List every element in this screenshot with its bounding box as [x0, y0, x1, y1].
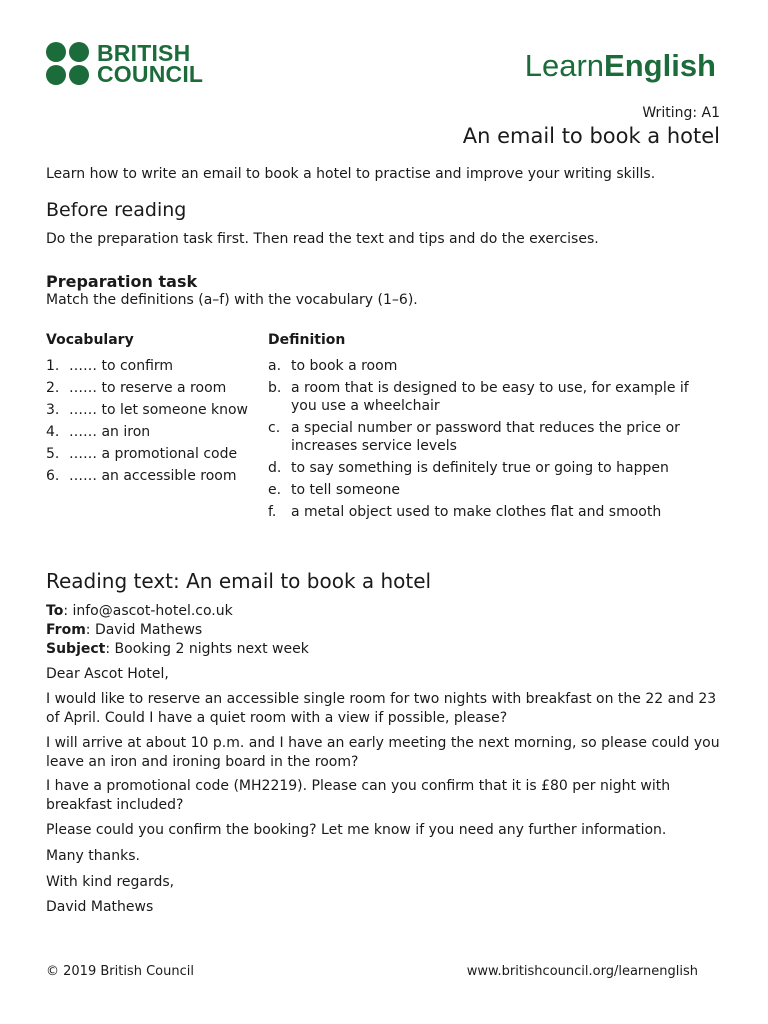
email-paragraph: I would like to reserve an accessible single room for two nights with breakfast on the 22 and 23 of April. Could I have a quiet room with a view if possible, please?: [46, 691, 717, 726]
vocabulary-list: [46, 357, 248, 489]
list-item: b. a room that is designed to be easy to use, for example if you use a wheelchair: [268, 380, 689, 414]
learnenglish-logo: LearnEnglish: [524, 48, 716, 83]
email-regards: With kind regards,: [46, 874, 175, 890]
list-item: 2. …… to reserve a room: [46, 380, 227, 396]
logo-wordmark: BRITISH COUNCIL: [97, 39, 204, 87]
email-to: To: info@ascot-hotel.co.uk: [46, 603, 233, 619]
list-item: f. a metal object used to make clothes flat and smooth: [268, 504, 662, 520]
list-item: 3. …… to let someone know: [46, 402, 249, 418]
email-greeting: Dear Ascot Hotel,: [46, 666, 169, 682]
list-item: 6. …… an accessible room: [46, 468, 237, 484]
page-title: An email to book a hotel: [462, 124, 720, 148]
logo-dots-icon: [46, 42, 89, 85]
email-paragraph: I have a promotional code (MH2219). Please can you confirm that it is £80 per night with breakfast included?: [46, 778, 671, 813]
british-council-logo: [46, 39, 204, 87]
vocabulary-heading: Vocabulary: [46, 332, 134, 348]
email-signature: David Mathews: [46, 899, 154, 915]
reading-heading: Reading text: An email to book a hotel: [46, 569, 432, 593]
definition-list: [268, 357, 708, 525]
level-label: Writing: A1: [642, 105, 720, 121]
footer-url[interactable]: www.britishcouncil.org/learnenglish: [466, 964, 698, 979]
list-item: 4. …… an iron: [46, 424, 151, 440]
email-from: From: David Mathews: [46, 622, 203, 638]
list-item: c. a special number or password that reduces the price or increases service levels: [268, 420, 680, 454]
email-thanks: Many thanks.: [46, 848, 140, 864]
list-item: 5. …… a promotional code: [46, 446, 238, 462]
email-paragraph: Please could you confirm the booking? Let me know if you need any further information.: [46, 822, 667, 838]
preparation-instruction: Match the definitions (a–f) with the vocabulary (1–6).: [46, 292, 418, 308]
definition-heading: Definition: [268, 332, 346, 348]
preparation-heading: Preparation task: [46, 272, 198, 291]
list-item: e. to tell someone: [268, 482, 400, 498]
intro-text: Learn how to write an email to book a hotel to practise and improve your writing skills.: [46, 166, 656, 182]
list-item: d. to say something is definitely true or going to happen: [268, 460, 669, 476]
list-item: 1. …… to confirm: [46, 358, 174, 374]
email-paragraph: I will arrive at about 10 p.m. and I have an early meeting the next morning, so please could you leave an iron and ironing board in the room?: [46, 735, 720, 770]
footer-copyright: © 2019 British Council: [46, 964, 194, 979]
list-item: a. to book a room: [268, 358, 398, 374]
before-reading-text: Do the preparation task first. Then read the text and tips and do the exercises.: [46, 231, 599, 247]
email-subject: Subject: Booking 2 nights next week: [46, 641, 309, 657]
before-reading-heading: Before reading: [46, 199, 187, 221]
